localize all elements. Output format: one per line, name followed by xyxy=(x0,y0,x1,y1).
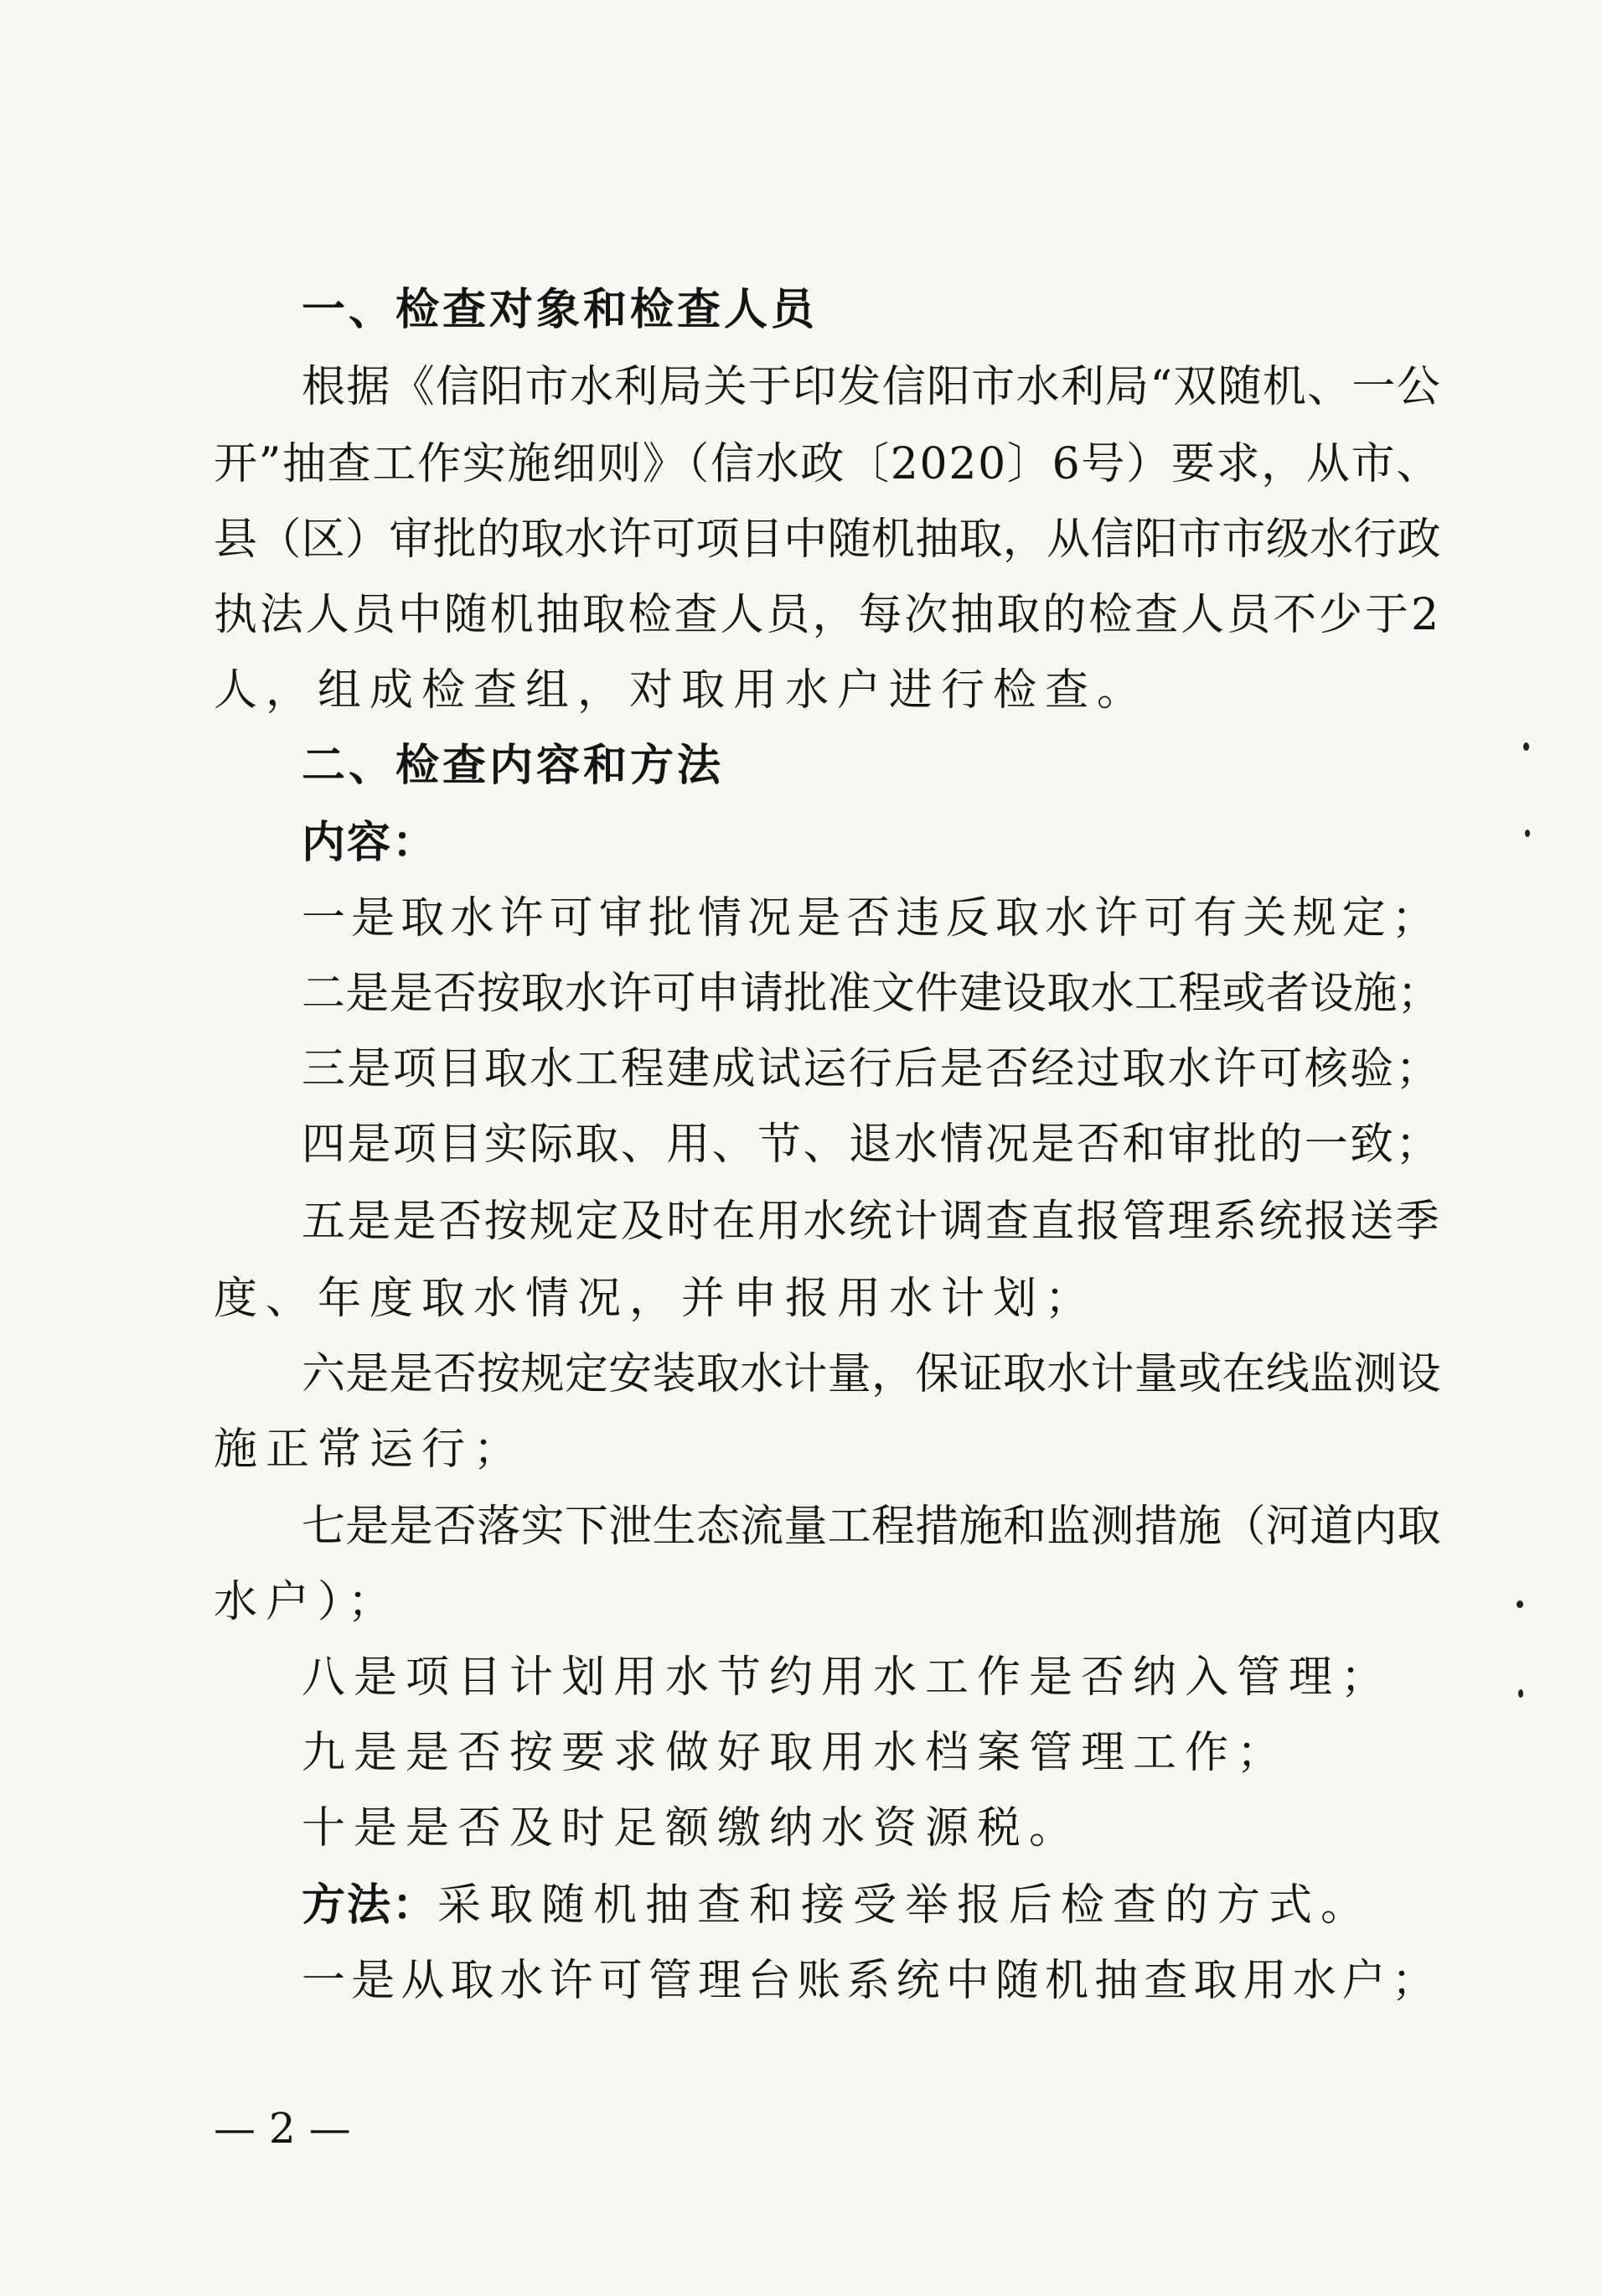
section1-para-line-5: 人，组成检查组，对取用水户进行检查。 xyxy=(214,665,1150,716)
content-item-2: 二是是否按取水许可申请批准文件建设取水工程或者设施； xyxy=(302,969,1441,1019)
content-item-10: 十是是否及时足额缴纳水资源税。 xyxy=(302,1803,1082,1854)
content-item-8: 八是项目计划用水节约用水工作是否纳入管理； xyxy=(302,1652,1393,1703)
scan-speck xyxy=(1517,1600,1523,1608)
section1-para-line-2: 开”抽查工作实施细则》（信水政〔2020〕6号）要求，从市、 xyxy=(214,439,1441,489)
content-label: 内容： xyxy=(302,818,438,868)
section1-heading: 一、检查对象和检查人员 xyxy=(302,285,819,335)
content-item-4: 四是项目实际取、用、节、退水情况是否和审批的一致； xyxy=(302,1120,1441,1170)
content-item-1: 一是取水许可审批情况是否违反取水许可有关规定； xyxy=(302,893,1441,944)
section1-para-line-4: 执法人员中随机抽取检查人员，每次抽取的检查人员不少于2 xyxy=(214,590,1441,640)
section2-heading: 二、检查内容和方法 xyxy=(302,741,725,791)
content-item-7-line-2: 水户）； xyxy=(214,1577,400,1627)
scan-speck xyxy=(1523,742,1529,751)
scan-speck xyxy=(1518,1689,1523,1698)
content-item-6-line-2: 施正常运行； xyxy=(214,1425,526,1475)
content-item-3: 三是项目取水工程建成试运行后是否经过取水许可核验； xyxy=(302,1044,1441,1094)
content-item-7-line-1: 七是是否落实下泄生态流量工程措施和监测措施（河道内取 xyxy=(302,1502,1441,1552)
content-item-5-line-1: 五是是否按规定及时在用水统计调查直报管理系统报送季 xyxy=(302,1197,1441,1247)
section1-para-line-1: 根据《信阳市水利局关于印发信阳市水利局“双随机、一公 xyxy=(302,362,1441,412)
content-item-5-line-2: 度、年度取水情况，并申报用水计划； xyxy=(214,1274,1098,1324)
content-item-9: 九是是否按要求做好取用水档案管理工作； xyxy=(302,1728,1289,1778)
section1-para-line-3: 县（区）审批的取水许可项目中随机抽取，从信阳市市级水行政 xyxy=(214,515,1441,565)
method-line xyxy=(302,1880,1372,1931)
method-label: 方法： xyxy=(302,1880,438,1931)
page-number: — 2 — xyxy=(214,2104,351,2153)
method-item-1: 一是从取水许可管理台账系统中随机抽查取用水户； xyxy=(302,1956,1441,2006)
method-text: 采取随机抽查和接受举报后检查的方式。 xyxy=(437,1880,1373,1931)
content-item-6-line-1: 六是是否按规定安装取水计量，保证取水计量或在线监测设 xyxy=(302,1349,1441,1399)
scan-speck xyxy=(1525,830,1530,837)
